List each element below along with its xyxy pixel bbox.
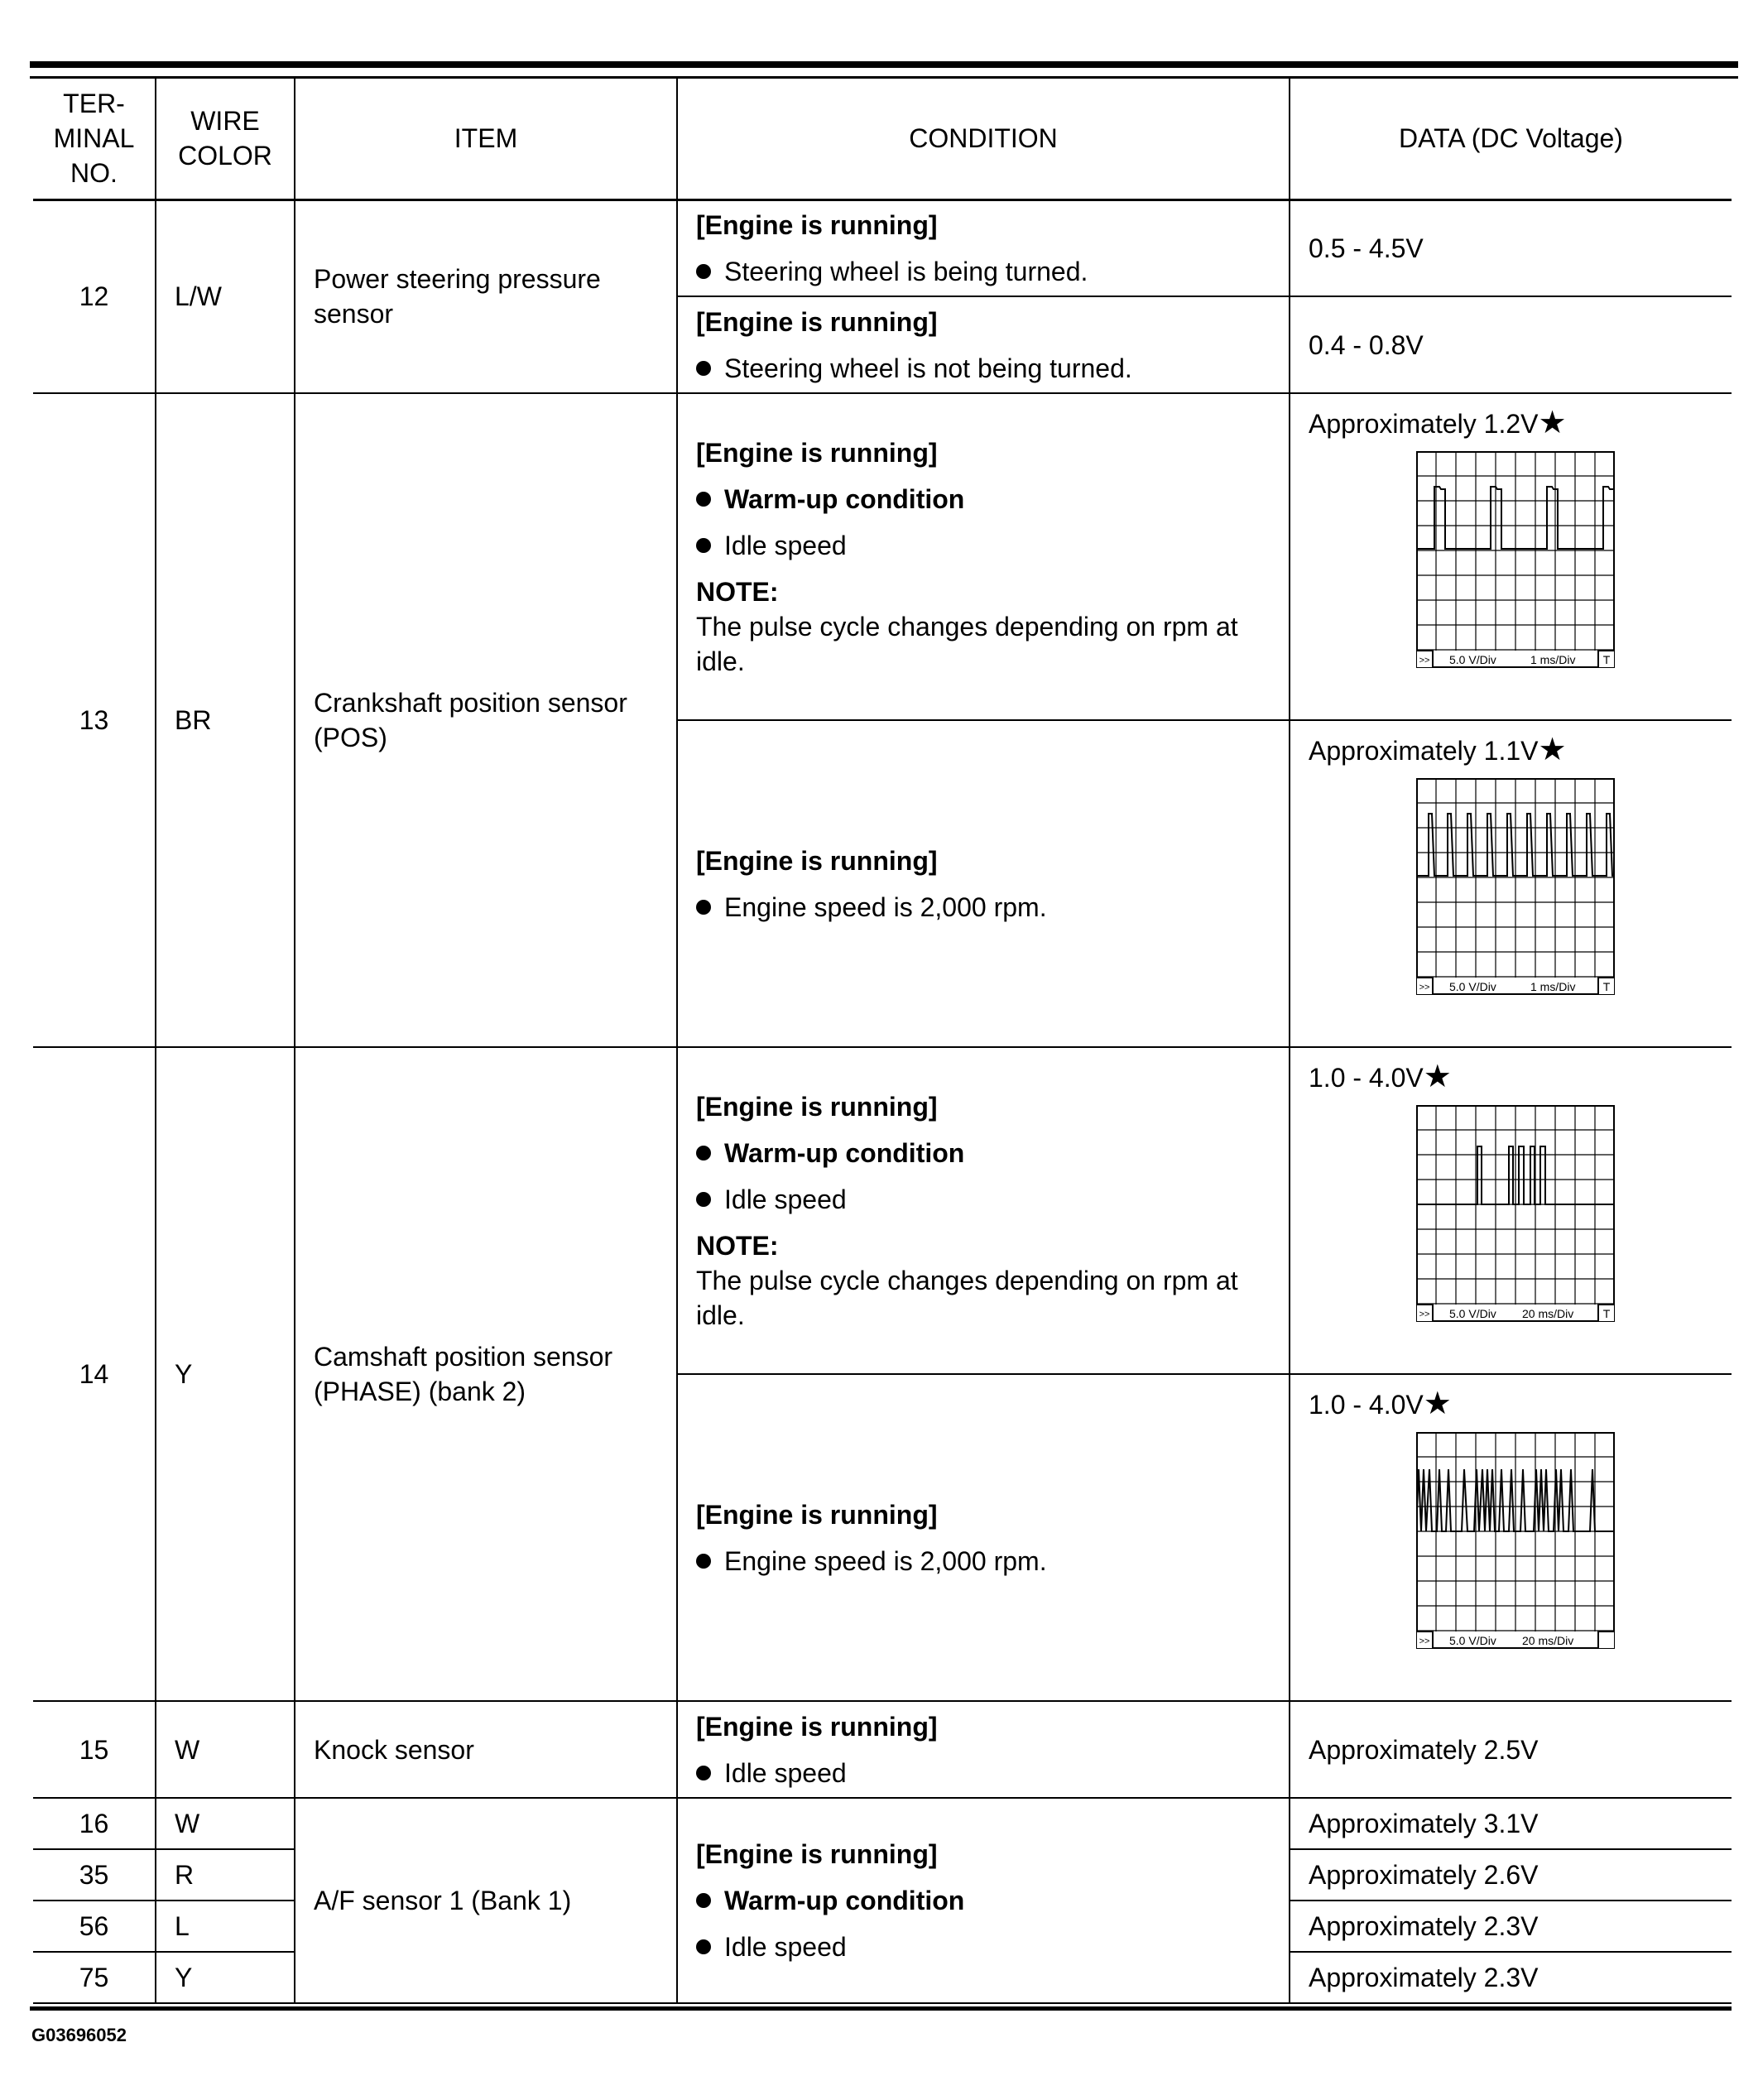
data-value: 1.0 - 4.0V bbox=[1309, 1390, 1424, 1420]
scope-trigger-icon: T bbox=[1602, 1307, 1611, 1320]
data-value: Approximately 1.2V bbox=[1309, 409, 1539, 439]
condition-heading: [Engine is running] bbox=[696, 306, 938, 337]
bullet-text: Idle speed bbox=[724, 1932, 847, 1962]
star-icon: ★ bbox=[1423, 1060, 1452, 1094]
condition-cell bbox=[677, 1798, 1290, 2003]
oscilloscope-waveform bbox=[1416, 451, 1713, 668]
scope-time-div: 1 ms/Div bbox=[1530, 980, 1576, 993]
table-row bbox=[33, 199, 1732, 296]
star-icon: ★ bbox=[1538, 406, 1567, 440]
scope-status-bar bbox=[1416, 978, 1615, 995]
scope-status-bar bbox=[1416, 1305, 1615, 1322]
bullet-icon bbox=[696, 1554, 711, 1569]
wire-color: W bbox=[156, 1798, 295, 1849]
condition-cell bbox=[677, 1047, 1290, 1374]
header-condition: CONDITION bbox=[677, 79, 1290, 199]
bullet-text: Steering wheel is being turned. bbox=[724, 256, 1088, 286]
data-value: Approximately 2.6V bbox=[1309, 1860, 1539, 1890]
scope-status-bar bbox=[1416, 651, 1615, 668]
condition-cell bbox=[677, 1701, 1290, 1798]
condition-heading: [Engine is running] bbox=[696, 1711, 938, 1742]
scope-time-div: 1 ms/Div bbox=[1530, 653, 1576, 666]
bullet-icon bbox=[696, 492, 711, 507]
bullet-text: Warm-up condition bbox=[724, 483, 965, 514]
condition-cell bbox=[677, 393, 1290, 720]
condition-bullet bbox=[696, 1929, 1270, 1964]
terminal-number: 13 bbox=[33, 393, 156, 1047]
header-wire-text: WIRE COLOR bbox=[178, 106, 272, 171]
condition-bullet bbox=[696, 1136, 1270, 1170]
ecm-terminal-table bbox=[33, 79, 1732, 2004]
bullet-text: Idle speed bbox=[724, 1184, 847, 1214]
condition-bullet bbox=[696, 890, 1270, 925]
data-cell bbox=[1290, 1849, 1732, 1901]
data-value: Approximately 2.5V bbox=[1309, 1734, 1539, 1765]
data-value: Approximately 2.3V bbox=[1309, 1963, 1539, 1992]
data-cell bbox=[1290, 1901, 1732, 1952]
condition-bullet bbox=[696, 1883, 1270, 1918]
condition-heading: [Engine is running] bbox=[696, 209, 938, 240]
bullet-text: Idle speed bbox=[724, 1757, 847, 1788]
bullet-icon bbox=[696, 1766, 711, 1780]
scope-arrow-icon: >> bbox=[1419, 656, 1430, 666]
header-data: DATA (DC Voltage) bbox=[1290, 79, 1732, 199]
note-label: NOTE: bbox=[696, 576, 779, 607]
scope-time-div: 20 ms/Div bbox=[1522, 1634, 1574, 1647]
note-text: The pulse cycle changes depending on rpm at idle. bbox=[696, 611, 1238, 676]
terminal-number: 12 bbox=[33, 199, 156, 393]
item-name: Crankshaft position sensor (POS) bbox=[295, 393, 677, 1047]
star-icon: ★ bbox=[1538, 733, 1567, 767]
star-icon: ★ bbox=[1423, 1386, 1452, 1421]
scope-svg bbox=[1416, 1432, 1615, 1649]
data-value: Approximately 2.3V bbox=[1309, 1911, 1539, 1941]
item-name: Knock sensor bbox=[295, 1701, 677, 1798]
scope-svg bbox=[1416, 1105, 1615, 1322]
wire-color: R bbox=[156, 1849, 295, 1901]
figure-id: G03696052 bbox=[31, 2025, 127, 2045]
data-cell bbox=[1290, 393, 1732, 720]
condition-cell bbox=[677, 296, 1290, 393]
bullet-text: Steering wheel is not being turned. bbox=[724, 353, 1132, 383]
header-terminal bbox=[33, 79, 156, 199]
terminal-number: 75 bbox=[33, 1952, 156, 2003]
bottom-rule bbox=[30, 2006, 1732, 2011]
header-wire-color bbox=[156, 79, 295, 199]
scope-grid bbox=[1416, 1432, 1615, 1648]
table-row bbox=[33, 393, 1732, 720]
condition-cell bbox=[677, 199, 1290, 296]
header-item: ITEM bbox=[295, 79, 677, 199]
condition-cell bbox=[677, 1374, 1290, 1701]
scope-grid bbox=[1416, 451, 1615, 667]
scope-arrow-icon: >> bbox=[1419, 983, 1430, 992]
table-row bbox=[33, 1701, 1732, 1798]
condition-bullet bbox=[696, 1182, 1270, 1217]
bullet-text: Warm-up condition bbox=[724, 1886, 965, 1915]
data-value: Approximately 3.1V bbox=[1309, 1809, 1539, 1838]
wire-color: L bbox=[156, 1901, 295, 1952]
condition-bullet bbox=[696, 482, 1270, 517]
data-value: 1.0 - 4.0V bbox=[1309, 1063, 1424, 1093]
data-value: 0.5 - 4.5V bbox=[1309, 233, 1424, 263]
note-text: The pulse cycle changes depending on rpm at idle. bbox=[696, 1265, 1238, 1330]
top-rule bbox=[30, 61, 1738, 68]
bullet-icon bbox=[696, 1146, 711, 1161]
item-name: Camshaft position sensor (PHASE) (bank 2) bbox=[295, 1047, 677, 1701]
condition-bullet bbox=[696, 1756, 1270, 1790]
bullet-icon bbox=[696, 538, 711, 553]
scope-trigger-icon: T bbox=[1602, 980, 1611, 993]
bullet-icon bbox=[696, 1893, 711, 1908]
data-cell bbox=[1290, 1798, 1732, 1849]
condition-bullet bbox=[696, 351, 1270, 386]
bullet-icon bbox=[696, 1192, 711, 1207]
bullet-icon bbox=[696, 1939, 711, 1954]
bullet-icon bbox=[696, 900, 711, 915]
item-name: A/F sensor 1 (Bank 1) bbox=[295, 1798, 677, 2003]
data-value: 0.4 - 0.8V bbox=[1309, 329, 1424, 360]
data-cell bbox=[1290, 1701, 1732, 1798]
scope-grid bbox=[1416, 778, 1615, 994]
terminal-number: 56 bbox=[33, 1901, 156, 1952]
table-row bbox=[33, 1047, 1732, 1374]
wire-color: Y bbox=[156, 1047, 295, 1701]
condition-bullet bbox=[696, 1544, 1270, 1579]
condition-bullet bbox=[696, 528, 1270, 563]
bullet-text: Engine speed is 2,000 rpm. bbox=[724, 1545, 1047, 1576]
condition-heading: [Engine is running] bbox=[696, 437, 938, 468]
condition-bullet bbox=[696, 254, 1270, 289]
oscilloscope-waveform bbox=[1416, 778, 1713, 995]
scope-volts-div: 5.0 V/Div bbox=[1449, 1634, 1496, 1647]
terminal-number: 15 bbox=[33, 1701, 156, 1798]
scope-volts-div: 5.0 V/Div bbox=[1449, 980, 1496, 993]
data-value: Approximately 1.1V bbox=[1309, 736, 1539, 766]
bullet-text: Engine speed is 2,000 rpm. bbox=[724, 891, 1047, 922]
condition-cell bbox=[677, 720, 1290, 1047]
condition-heading: [Engine is running] bbox=[696, 845, 938, 876]
table-row bbox=[33, 1798, 1732, 1849]
data-cell bbox=[1290, 720, 1732, 1047]
scope-grid bbox=[1416, 1105, 1615, 1321]
item-name: Power steering pressure sensor bbox=[295, 199, 677, 393]
bullet-icon bbox=[696, 264, 711, 279]
wire-color: BR bbox=[156, 393, 295, 1047]
header-terminal-text: TER- MINAL NO. bbox=[53, 89, 135, 189]
note-label: NOTE: bbox=[696, 1230, 779, 1261]
scope-svg bbox=[1416, 451, 1615, 668]
bullet-text: Warm-up condition bbox=[724, 1137, 965, 1168]
data-cell bbox=[1290, 1952, 1732, 2003]
data-cell bbox=[1290, 1047, 1732, 1374]
terminal-number: 16 bbox=[33, 1798, 156, 1849]
condition-heading: [Engine is running] bbox=[696, 1839, 938, 1869]
condition-heading: [Engine is running] bbox=[696, 1091, 938, 1122]
bullet-icon bbox=[696, 361, 711, 376]
data-cell bbox=[1290, 199, 1732, 296]
scope-time-div: 20 ms/Div bbox=[1522, 1307, 1574, 1320]
scope-volts-div: 5.0 V/Div bbox=[1449, 653, 1496, 666]
oscilloscope-waveform bbox=[1416, 1432, 1713, 1649]
terminal-number: 14 bbox=[33, 1047, 156, 1701]
bullet-text: Idle speed bbox=[724, 530, 847, 560]
wire-color: W bbox=[156, 1701, 295, 1798]
wire-color: Y bbox=[156, 1952, 295, 2003]
scope-arrow-icon: >> bbox=[1419, 1309, 1430, 1319]
terminal-number: 35 bbox=[33, 1849, 156, 1901]
wire-color: L/W bbox=[156, 199, 295, 393]
oscilloscope-waveform bbox=[1416, 1105, 1713, 1322]
scope-volts-div: 5.0 V/Div bbox=[1449, 1307, 1496, 1320]
scope-svg bbox=[1416, 778, 1615, 995]
scope-arrow-icon: >> bbox=[1419, 1636, 1430, 1646]
data-cell bbox=[1290, 296, 1732, 393]
condition-heading: [Engine is running] bbox=[696, 1499, 938, 1530]
data-cell bbox=[1290, 1374, 1732, 1701]
scope-trigger-icon: T bbox=[1602, 653, 1611, 666]
scope-status-bar bbox=[1416, 1631, 1615, 1649]
